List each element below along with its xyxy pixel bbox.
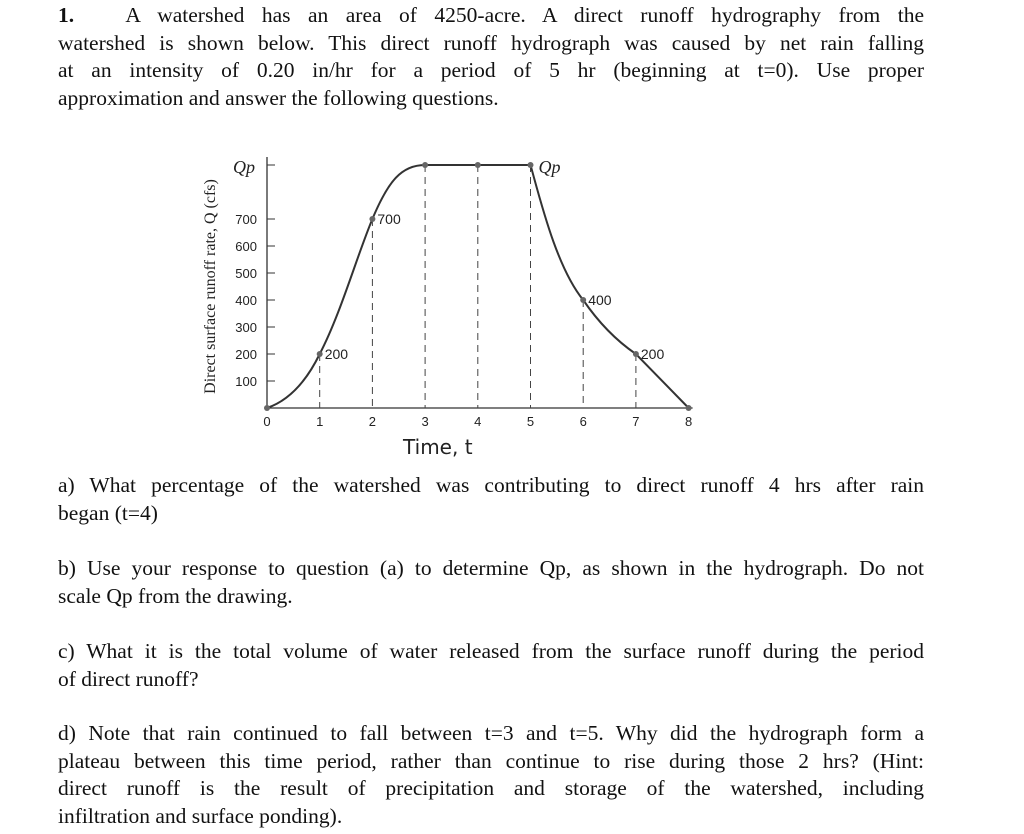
x-axis-title: Time, t bbox=[403, 435, 473, 459]
x-tick-label: 0 bbox=[263, 414, 271, 429]
x-tick-label: 6 bbox=[579, 414, 587, 429]
data-point bbox=[264, 405, 270, 411]
data-label: Qp bbox=[538, 157, 561, 177]
x-tick-label: 8 bbox=[684, 414, 693, 429]
x-tick-label: 7 bbox=[632, 414, 640, 429]
intro-line-3: at an intensity of 0.20 in/hr for a period of 5 hr (beginning at t=0). Use proper bbox=[58, 58, 924, 82]
data-point bbox=[369, 216, 375, 222]
chart-guides bbox=[320, 165, 636, 408]
hydrograph-chart bbox=[195, 140, 735, 460]
problem-number: 1. bbox=[58, 3, 75, 27]
y-tick-label: 100 bbox=[235, 374, 257, 389]
question-c: c) What it is the total volume of water released from the surface runoff during the period of direct runoff? bbox=[58, 639, 924, 691]
intro-line-1: 1. A watershed has an area of 4250-acre. A direct runoff hydrography from the bbox=[58, 3, 924, 27]
problem-statement bbox=[58, 2, 924, 112]
chart-labels bbox=[202, 157, 664, 459]
x-tick-label: 1 bbox=[316, 414, 324, 429]
y-tick-label: 700 bbox=[235, 212, 257, 227]
data-label: 200 bbox=[640, 346, 665, 362]
data-point bbox=[317, 351, 323, 357]
data-label: 700 bbox=[377, 211, 401, 227]
intro-line-4: approximation and answer the following questions. bbox=[58, 85, 499, 110]
data-point bbox=[422, 162, 428, 168]
question-b: b) Use your response to question (a) to determine Qp, as shown in the hydrograph. Do not scale Qp from the drawing. bbox=[58, 556, 924, 608]
data-label: 400 bbox=[588, 292, 612, 308]
y-tick-label: 500 bbox=[235, 266, 257, 281]
data-point bbox=[475, 162, 481, 168]
x-tick-label: 4 bbox=[474, 414, 482, 429]
y-tick-label: 400 bbox=[235, 293, 257, 308]
data-point bbox=[580, 297, 586, 303]
chart-axes bbox=[233, 157, 693, 429]
x-tick-label: 3 bbox=[421, 414, 429, 429]
x-tick-label: 5 bbox=[526, 414, 535, 429]
y-tick-label: 300 bbox=[235, 320, 257, 335]
data-point bbox=[686, 405, 692, 411]
question-a: a) What percentage of the watershed was contributing to direct runoff 4 hrs after rain began (t=4) bbox=[58, 473, 924, 525]
y-tick-label-qp: Qp bbox=[233, 157, 255, 177]
y-axis-title: Direct surface runoff rate, Q (cfs) bbox=[202, 179, 219, 394]
data-point bbox=[633, 351, 639, 357]
question-d: d) Note that rain continued to fall between t=3 and t=5. Why did the hydrograph form a plateau between this time period, rather than continue to rise during those 2 hrs? (Hint: direct runoff is the result of precipitation and storage of the watershed, including infiltration and surface ponding). bbox=[58, 721, 924, 828]
y-tick-label: 200 bbox=[235, 347, 257, 362]
data-point bbox=[528, 162, 534, 168]
data-label: 200 bbox=[324, 346, 349, 362]
y-tick-label: 600 bbox=[235, 239, 257, 254]
x-tick-label: 2 bbox=[368, 414, 377, 429]
intro-line-2: watershed is shown below. This direct runoff hydrograph was caused by net rain falling bbox=[58, 30, 924, 55]
